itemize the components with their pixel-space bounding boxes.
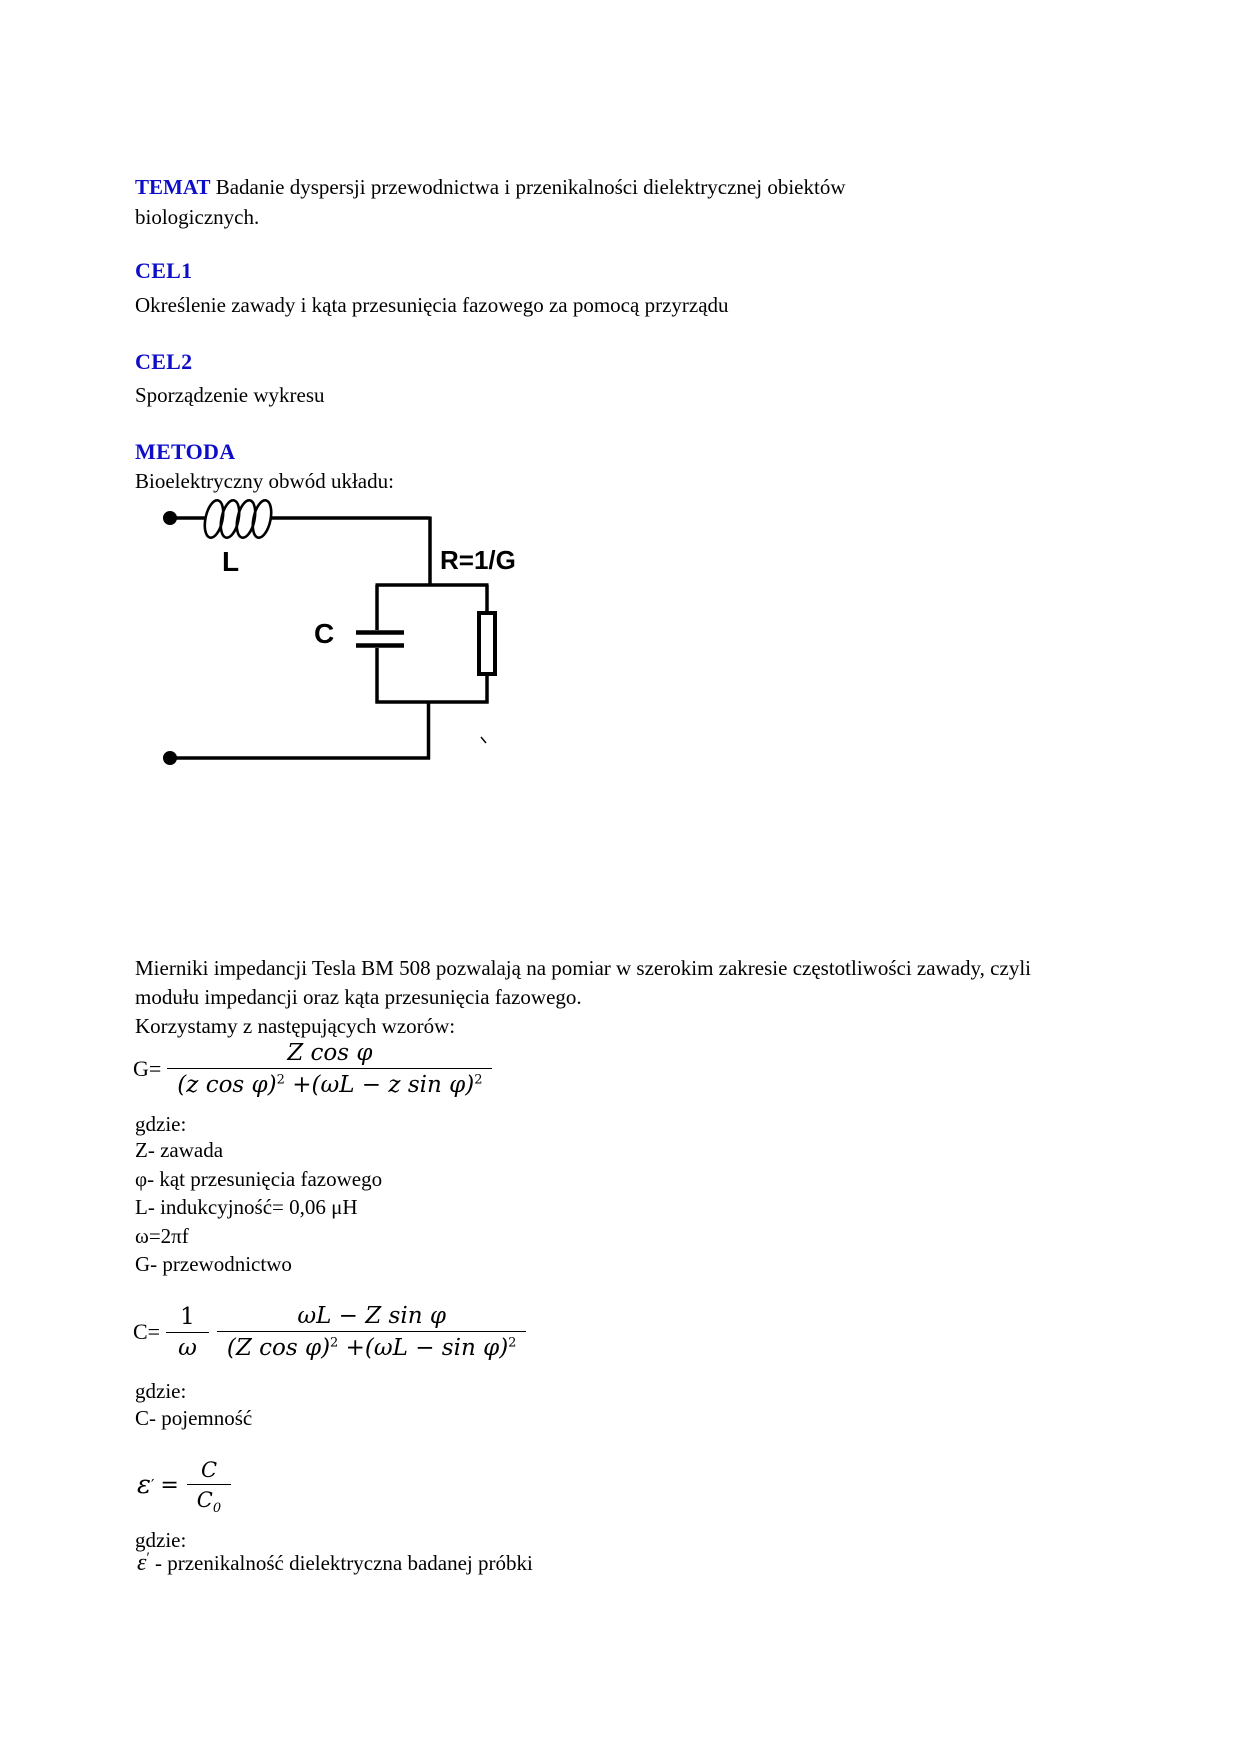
formula-c-coef-den: ω xyxy=(166,1332,209,1361)
capacitor-symbol xyxy=(356,633,404,646)
cel2-heading: CEL2 xyxy=(135,349,193,374)
inductor-coil-icon xyxy=(202,499,275,540)
capacitor-label: C xyxy=(314,618,335,649)
formula-eps-fraction xyxy=(187,1458,231,1517)
formula-c-lhs: C= xyxy=(133,1319,161,1344)
formulas-intro: Korzystamy z następujących wzorów: xyxy=(135,1014,456,1038)
epsilon-definition xyxy=(137,1549,533,1578)
intro-paragraph: Mierniki impedancji Tesla BM 508 pozwalają na pomiar w szerokim zakresie częstotliwości zawady, czyli modułu impedancji oraz kąta przesunięcia fazowego. xyxy=(135,956,1031,1009)
formula-c-denominator xyxy=(217,1331,527,1361)
formula-c xyxy=(133,1303,526,1361)
formula-eps-denominator xyxy=(187,1484,231,1517)
formula-eps-den-sub: 0 xyxy=(212,1501,222,1517)
cel1-heading: CEL1 xyxy=(135,258,193,283)
gdzie-label-2: gdzie: xyxy=(135,1379,187,1403)
resistor-label: R=1/G xyxy=(440,545,516,575)
formula-eps-numerator: C xyxy=(200,1458,218,1482)
cel2-text: Sporządzenie wykresu xyxy=(135,383,325,407)
formula-eps: ε ′ = $\frac{C}{C_0}$ xyxy=(137,1458,231,1512)
formula-c-coefficient xyxy=(166,1304,209,1361)
definition-item: φ- kąt przesunięcia fazowego xyxy=(135,1166,383,1191)
epsilon-def-text: - przenikalność dielektryczna badanej próbki xyxy=(149,1551,533,1575)
cel1-text: Określenie zawady i kąta przesunięcia fazowego za pomocą przyrządu xyxy=(135,293,729,317)
epsilon-def-prime: ′ xyxy=(146,1550,150,1566)
gdzie-label-1: gdzie: xyxy=(135,1112,187,1136)
formula-g-fraction xyxy=(167,1040,492,1098)
formula-g-den-term1: (z cos φ) xyxy=(177,1072,277,1098)
definition-item: L- indukcyjność= 0,06 μH xyxy=(135,1195,358,1220)
formula-eps-den-base: C xyxy=(196,1488,213,1512)
formula-g-den-term2: +(ωL − z sin φ) xyxy=(284,1072,475,1098)
formula-c-coef-num: 1 xyxy=(180,1303,195,1330)
inductor-label: L xyxy=(222,546,240,577)
terminal-dot-top xyxy=(164,512,177,525)
formula-c-fraction xyxy=(217,1303,527,1361)
gdzie-label-3: gdzie: xyxy=(135,1528,187,1552)
metoda-text: Bioelektryczny obwód układu: xyxy=(135,469,394,493)
resistor-symbol xyxy=(479,613,495,674)
definition-item: G- przewodnictwo xyxy=(135,1252,292,1277)
definitions-g xyxy=(135,1136,382,1279)
formula-c-numerator: ωL − Z sin φ xyxy=(297,1303,446,1329)
formula-g-den-exp2: 2 xyxy=(474,1072,483,1088)
epsilon-def-symbol: ε xyxy=(137,1550,147,1576)
formula-g-denominator xyxy=(167,1068,492,1098)
temat-paragraph xyxy=(135,172,945,232)
terminal-dot-bottom xyxy=(164,752,177,765)
formula-g xyxy=(133,1040,492,1098)
temat-heading: TEMAT xyxy=(135,175,211,199)
formula-g-lhs: G= xyxy=(133,1056,162,1081)
epsilon-symbol: ε xyxy=(137,1470,151,1500)
formula-g-den-exp1: 2 xyxy=(276,1072,285,1088)
equals-sign: = xyxy=(160,1472,179,1498)
formula-c-den-term1: (Z cos φ) xyxy=(226,1335,331,1361)
metoda-heading: METODA xyxy=(135,439,236,464)
formula-g-numerator: Z cos φ xyxy=(287,1040,373,1066)
formula-c-den-exp2: 2 xyxy=(508,1335,517,1351)
formula-c-den-exp1: 2 xyxy=(330,1335,339,1351)
temat-text: Badanie dyspersji przewodnictwa i przenikalności dielektrycznej obiektów biologicznych. xyxy=(135,175,846,229)
stray-mark xyxy=(481,737,486,743)
definition-c: C- pojemność xyxy=(135,1406,253,1430)
formula-c-den-term2: +(ωL − sin φ) xyxy=(338,1335,509,1361)
definition-item: ω=2πf xyxy=(135,1223,189,1248)
definition-item: Z- zawada xyxy=(135,1138,224,1162)
